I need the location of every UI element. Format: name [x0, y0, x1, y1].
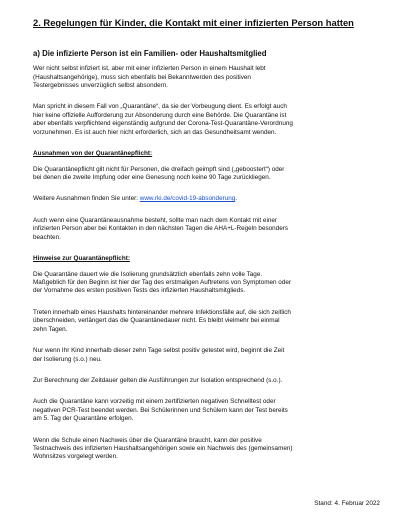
paragraph-calculation	[33, 377, 378, 385]
paragraph-quarantine-definition	[33, 103, 378, 137]
text-line: Die Quarantänepflicht gilt nicht für Personen, die dreifach geimpft sind („geboostert“) oder	[33, 165, 285, 173]
text-line: aber ebenfalls verpflichtend eigenständig aufgrund der Corona-Test-Quarantäne-Verordnung	[33, 120, 293, 128]
paragraph-early-end	[33, 398, 378, 423]
text-line: Zur Berechnung der Zeitdauer gelten die Ausführungen zur Isolation entsprechend (s.o.).	[33, 376, 283, 384]
text-line: am 5. Tag der Quarantäne erfolgen.	[33, 415, 134, 423]
paragraph-further-exceptions	[33, 195, 378, 203]
text-line: Wohnsitzes vorgelegt werden.	[33, 453, 118, 461]
subsection-heading: a) Die infizierte Person ist ein Familien- oder Haushaltsmitglied	[33, 48, 267, 58]
text-line: negativen PCR-Test beendet werden. Bei Schülerinnen und Schülern kann der Test bereits	[33, 406, 288, 414]
text-line: Nur wenn Ihr Kind innerhalb dieser zehn Tage selbst positiv getestet wird, beginnt die Zeit	[33, 347, 285, 355]
paragraph-multiple-infections	[33, 309, 378, 334]
text-line: Treten innerhalb eines Haushalts hintereinander mehrere Infektionsfälle auf, die sich zeitlich	[33, 308, 291, 316]
text-line: Testergebnisses unverzüglich selbst absondern.	[33, 81, 169, 89]
text-line: Auch wenn eine Quarantäneausnahme besteht, sollte man nach dem Kontakt mit einer	[33, 216, 278, 224]
paragraph-exceptions	[33, 166, 378, 183]
text-line: zehn Tagen.	[33, 325, 68, 333]
text-line: vorzunehmen. Es ist auch hier nicht erforderlich, sich an das Gesundheitsamt wenden.	[33, 128, 277, 136]
exceptions-heading: Ausnahmen von der Quarantänepflicht:	[33, 150, 153, 157]
paragraph-duration	[33, 271, 378, 296]
text-line: Die Quarantäne dauert wie die Isolierung grundsätzlich ebenfalls zehn volle Tage.	[33, 270, 263, 278]
text-line: infizierten Person aber bei Kontakten in den nächsten Tagen die AHA+L-Regeln besonders	[33, 225, 289, 233]
text-line: (Haushaltsangehörige), muss sich ebenfalls bei Bekanntwerden des positiven	[33, 73, 251, 81]
text-line: der Isolierung (s.o.) neu.	[33, 355, 102, 363]
paragraph-positive-test	[33, 347, 378, 364]
paragraph-aha-rules	[33, 217, 378, 242]
quarantine-notes-heading: Hinweise zur Quarantänepflicht:	[33, 255, 130, 263]
further-exceptions-suffix: .	[235, 195, 238, 203]
footer-date: Stand: 4. Februar 2022	[314, 500, 380, 507]
text-line: Man spricht in diesem Fall von „Quarantäne“, da sie der Vorbeugung dient. Es erfolgt auch	[33, 103, 287, 111]
text-line: Auch die Quarantäne kann vorzeitig mit einem zertifizierten negativen Schnelltest oder	[33, 398, 276, 406]
text-line: Testnachweis des infizierten Haushaltsangehörigen sowie ein Nachweis des (gemeinsamen)	[33, 444, 293, 452]
text-line: Maßgeblich für den Beginn ist hier der Tag des erstmaligen Auftretens von Symptomen oder	[33, 279, 292, 287]
text-line: Wenn die Schule einen Nachweis über die Quarantäne braucht, kann der positive	[33, 436, 262, 444]
further-exceptions-text: Weitere Ausnahmen finden Sie unter:	[33, 195, 140, 203]
paragraph-school-proof	[33, 437, 378, 462]
text-line: überschneiden, verlängert das die Quarantänedauer nicht. Es bleibt vielmehr bei einmal	[33, 317, 280, 325]
rki-link[interactable]: www.rki.de/covid-19-absonderung	[139, 195, 236, 203]
text-line: bei denen die zweite Impfung oder eine Genesung noch keine 90 Tage zurückliegen.	[33, 174, 271, 182]
text-line: beachten.	[33, 233, 61, 241]
paragraph-household-contacts	[33, 65, 378, 90]
text-line: der Vornahme des ersten positiven Tests des infizierten Haushaltsmitglieds.	[33, 287, 246, 295]
text-line: hier keine offizielle Aufforderung zur Absonderung durch eine Behörde. Die Quarantäne ist	[33, 111, 287, 119]
document-content	[33, 18, 378, 470]
text-line: Wer nicht selbst infiziert ist, aber mit einer infizierten Person in einem Haushalt lebt	[33, 65, 266, 73]
section-heading: 2. Regelungen für Kinder, die Kontakt mit einer infizierten Person hatten	[33, 17, 354, 28]
